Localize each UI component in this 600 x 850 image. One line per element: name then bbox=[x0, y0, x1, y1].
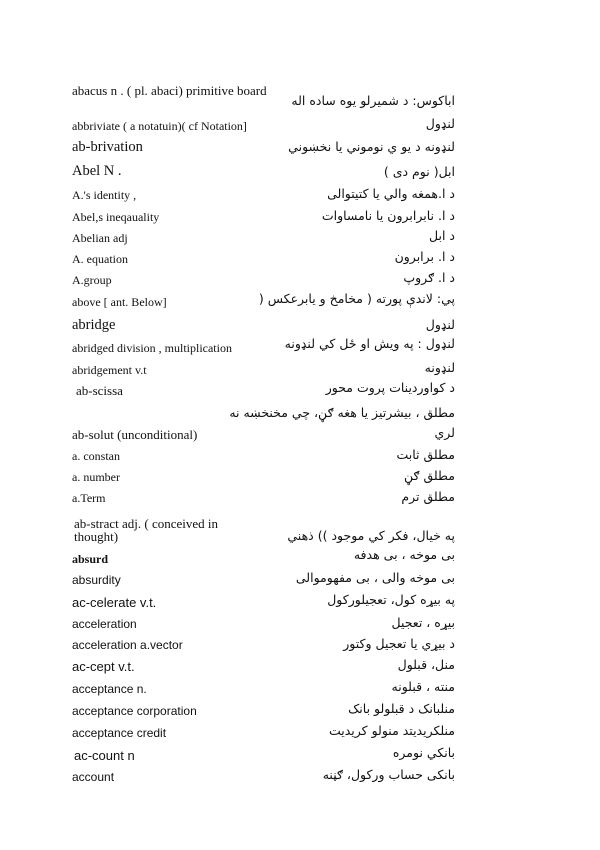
entry-term: abridgement v.t bbox=[72, 363, 147, 377]
entry-term: abridged division , multiplication bbox=[72, 341, 232, 355]
entry-term: abridge bbox=[72, 317, 116, 333]
entry-term: a. number bbox=[72, 470, 120, 484]
entry-term: ab-brivation bbox=[72, 139, 143, 155]
entry-term: ab-solut (unconditional) bbox=[72, 427, 198, 442]
entry-translation: د ا. ګروپ bbox=[403, 270, 455, 285]
entry-translation: د ا. برابرون bbox=[394, 249, 455, 264]
entry-term: acceptance corporation bbox=[72, 704, 197, 718]
entry-term: ab-stract adj. ( conceived in thought) bbox=[74, 516, 219, 544]
entry-translation: د کواوردینات پروت محور bbox=[325, 380, 455, 395]
entry-term: absurd bbox=[72, 552, 109, 566]
entry-term: acceleration a.vector bbox=[72, 638, 183, 652]
entry-term: ac-celerate v.t. bbox=[72, 595, 157, 610]
entry-translation: منته ، قبلونه bbox=[391, 679, 455, 694]
entry-translation: د ا. نابرابرون یا نامساوات bbox=[321, 208, 455, 223]
entry-term: account bbox=[72, 770, 115, 784]
entry-term: Abelian adj bbox=[72, 231, 128, 245]
entry-translation: لنډونه د یو ي نوموني یا نخښوني bbox=[288, 139, 455, 154]
entry-translation: په خیال، فکر کي موجود )) ذهني bbox=[287, 528, 455, 543]
entry-translation: د بیړي یا تعجیل وکتور bbox=[343, 636, 455, 651]
entry-translation: مطلق ، بیشرتیز یا هغه ګڼ، چي مخنخښه نه bbox=[229, 405, 455, 420]
entry-translation: په بیړه کول، تعجیلورکول bbox=[327, 592, 455, 607]
entry-term: acceptance n. bbox=[72, 682, 147, 696]
entry-translation: بیړه ، تعجیل bbox=[391, 615, 455, 630]
entry-translation: اباکوس: د شمیرلو یوه ساده اله bbox=[291, 93, 455, 108]
entry-term: above [ ant. Below] bbox=[72, 295, 167, 309]
entry-translation: بانکی حساب ورکول، ګڼنه bbox=[322, 767, 455, 782]
entry-translation: منل، قبلول bbox=[397, 657, 455, 672]
entry-translation: مطلق ګڼ bbox=[404, 468, 455, 483]
entry-term: ab-scissa bbox=[76, 383, 123, 398]
entry-translation: لري bbox=[434, 425, 455, 440]
entry-term: a. constan bbox=[72, 449, 120, 463]
entry-translation: مطلق ترم bbox=[401, 489, 455, 504]
entry-translation: د ا.همغه والي یا کتیتوالی bbox=[327, 186, 455, 201]
entry-term: a.Term bbox=[72, 491, 106, 505]
entry-term: Abel,s ineqauality bbox=[72, 210, 160, 224]
entry-term: ac-cept v.t. bbox=[72, 659, 135, 674]
entry-translation: لنډونه bbox=[424, 360, 455, 375]
entry-translation: مطلق ثابت bbox=[396, 447, 455, 462]
entry-translation: لنډول bbox=[425, 317, 455, 332]
entry-term: abbriviate ( a notatuin)( cf Notation] bbox=[72, 119, 247, 133]
entry-translation: د ابل bbox=[429, 228, 455, 243]
entry-translation: منلبانک د قبلولو بانک bbox=[348, 701, 455, 716]
entry-term: abacus n . ( pl. abaci) primitive board bbox=[72, 83, 267, 98]
entry-translation: منلکریدیتد منولو کریدیت bbox=[328, 723, 455, 738]
entry-term: A.'s identity , bbox=[72, 188, 137, 202]
entry-term: A. equation bbox=[72, 252, 128, 266]
entry-translation: بی موخه والی ، بی مفهوموالی bbox=[295, 570, 455, 585]
entry-term: acceptance credit bbox=[72, 726, 167, 740]
entry-translation: لنډول : په ویش او ځل کي لنډونه bbox=[284, 336, 455, 351]
entry-term: ac-count n bbox=[74, 748, 135, 763]
entry-term: acceleration bbox=[72, 617, 137, 631]
entry-term: A.group bbox=[72, 273, 112, 287]
entry-translation: پي: لاندې پورته ( مخامخ و یابرعکس ( bbox=[258, 291, 455, 306]
entry-term: Abel N . bbox=[72, 163, 122, 179]
entry-translation: لنډول bbox=[425, 116, 455, 131]
entry-translation: بی موخه ، بی هدفه bbox=[353, 547, 455, 562]
entry-term: absurdity bbox=[72, 573, 121, 587]
entry-translation: ابل( نوم دی ) bbox=[383, 164, 455, 179]
entry-translation: بانکي نومره bbox=[392, 745, 455, 760]
